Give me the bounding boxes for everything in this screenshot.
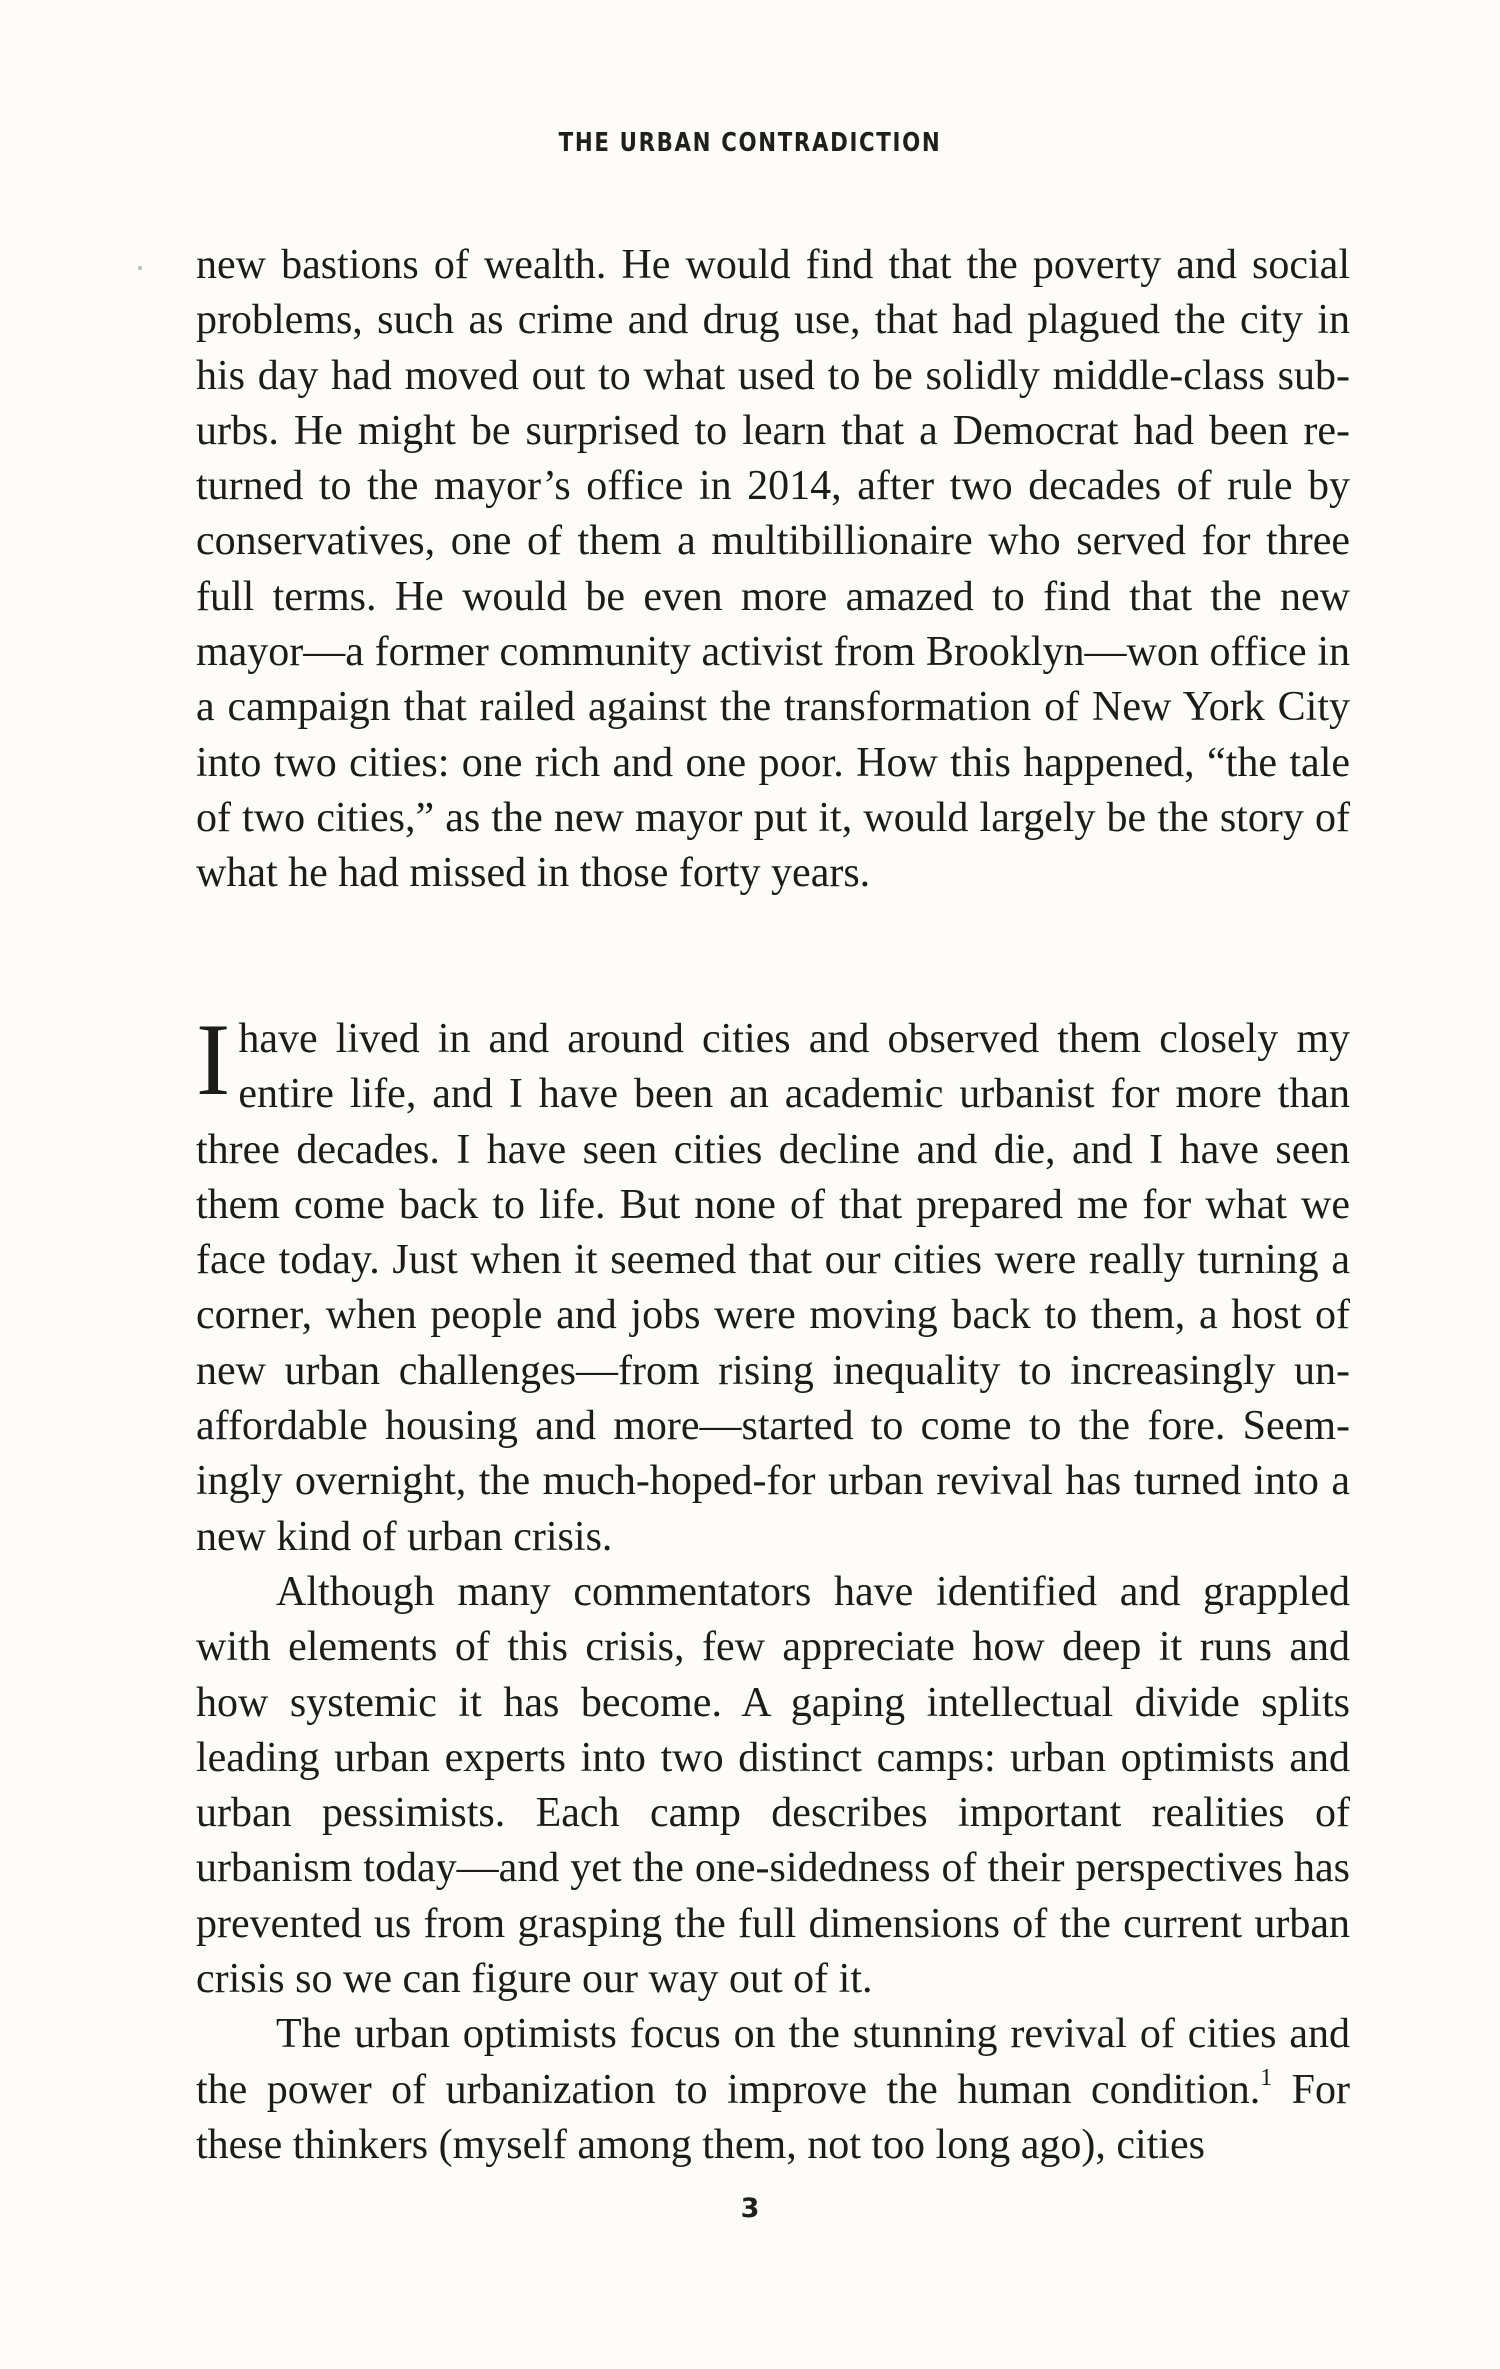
paragraph-continuation: new bastions of wealth. He would find that the poverty and social problems, such as crime and drug use, that had plagued the city in his day had moved out to what used to be solidly middle-class suburbs. He might be surprised to learn that a Democrat had been returned to the mayor’s office in 2014, after two decades of rule by conservatives, one of them a multibillionaire who served for three full terms. He would be even more amazed to find that the new mayor—a former community activist from Brooklyn—won office in a campaign that railed against the transformation of New York City into two cities: one rich and one poor. How this happened, “the tale of two cities,” as the new mayor put it, would largely be the story of what he had missed in those forty years. <box>196 242 1350 897</box>
paragraph-optimists-continuation: For these thinkers (myself among them, not too long ago), cities <box>196 2066 1350 2168</box>
text-section-2 <box>196 1003 1350 2173</box>
running-head: THE URBAN CONTRADICTION <box>558 128 942 158</box>
paragraph-opening-text: have lived in and around cities and observed them closely my entire life, and I have been an academic urbanist for more than three decades. I have seen cities decline and die, and I have seen them come back to life. But none of that prepared me for what we face today. Just when it seemed that our cities were really turning a corner, when people and jobs were moving back to them, a host of new urban challenges—from rising inequality to increasingly unaffordable housing and more—started to come to the fore. Seemingly overnight, the much-hoped-for urban revival has turned into a new kind of urban crisis. <box>196 1016 1350 1560</box>
page-number: 3 <box>740 2193 760 2224</box>
drop-cap: I <box>196 1003 231 1117</box>
paper-speck <box>138 266 142 270</box>
paragraph-optimists-text: The urban optimists focus on the stunning revival of cities and the power of urbanization to improve the human condition. <box>196 2011 1350 2113</box>
paragraph-experts: Although many commentators have identified and grappled with elements of this crisis, few appreciate how deep it runs and how systemic it has become. A gaping intellectual divide splits leading urban experts into two distinct camps: urban optimists and urban pessimists. Each camp describes important realities of urbanism today—and yet the one-sidedness of their perspectives has prevented us from grasping the full dimensions of the current urban crisis so we can figure our way out of it. <box>196 1568 1350 2003</box>
paragraph-opening <box>196 1003 1350 1565</box>
footnote-reference[interactable]: 1 <box>1260 2064 1273 2091</box>
paragraph-optimists <box>196 2007 1350 2173</box>
text-section-1 <box>196 238 1350 902</box>
